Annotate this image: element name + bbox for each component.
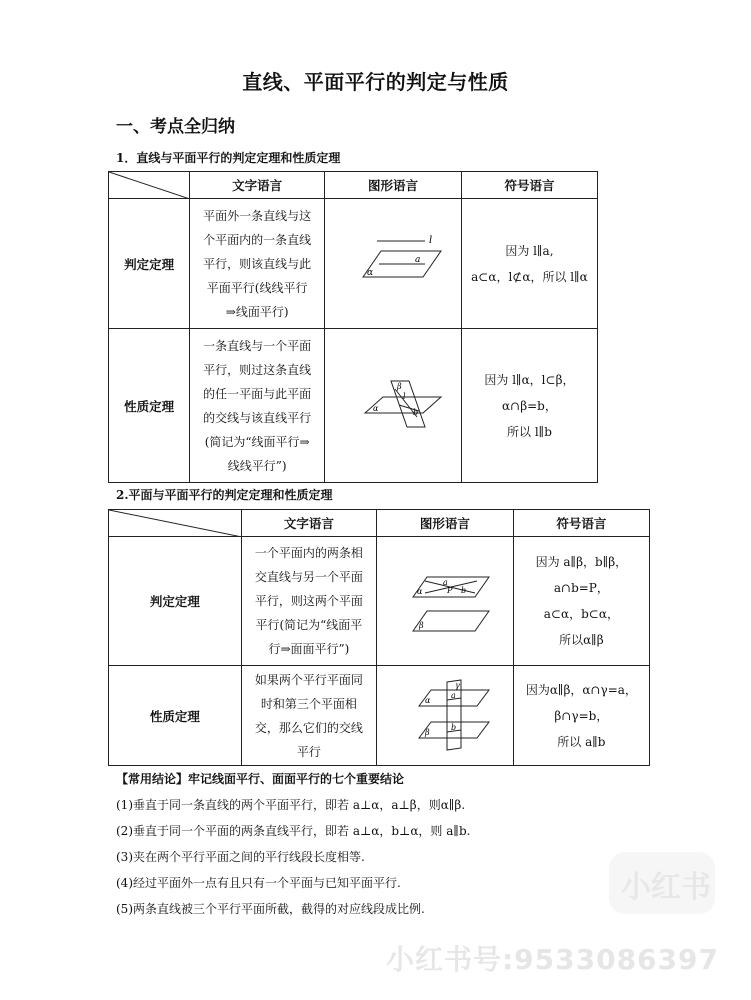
row-name: 性质定理 [109,329,190,483]
section-heading: 一、考点全归纳 [116,117,235,137]
row-name: 性质定理 [109,666,242,766]
svg-text:l: l [429,234,433,246]
svg-text:b: b [460,586,466,595]
corner-cell [109,510,242,537]
figure-cell [376,666,513,766]
plane-plane-parallel-figure [385,561,505,641]
watermark-logo: 小红书 [621,870,711,905]
svg-text:P: P [446,586,453,595]
header-figure-lang: 图形语言 [376,510,513,537]
table-line-plane [108,171,598,483]
watermark-id: 小红书号:9533086397 [385,943,719,976]
list-item: (4)经过平面外一点有且只有一个平面与已知平面平行. [116,876,401,890]
line-plane-parallel-figure [333,229,453,299]
svg-text:b: b [450,722,456,732]
table-plane-plane [108,509,650,766]
plane-plane-property-figure [385,676,505,756]
svg-text:a: a [415,254,421,265]
text-cell: 一条直线与一个平面 平行，则过这条直线 的任一平面与此平面 的交线与该直线平行 (简记为“线面平行⇒ 线线平行”) [190,329,325,483]
figure-cell [325,199,462,329]
header-symbol-lang: 符号语言 [461,172,597,199]
figure-cell [376,537,513,666]
svg-text:γ: γ [454,680,460,690]
list-item: (1)垂直于同一条直线的两个平面平行，即若 a⊥α，a⊥β，则α∥β. [116,798,466,812]
svg-text:a: a [442,578,448,587]
row-name: 判定定理 [109,537,242,666]
svg-text:b: b [413,407,419,417]
subheading-plane-plane: 2.平面与平面平行的判定定理和性质定理 [116,488,333,502]
text-cell: 如果两个平行平面同 时和第三个平面相 交，那么它们的交线 平行 [241,666,376,766]
svg-text:α: α [424,695,431,705]
symbol-cell: 因为 a∥β，b∥β， a∩b=P， a⊂α，b⊂α， 所以α∥β [513,537,649,666]
corner-cell [109,172,190,199]
svg-text:α: α [416,587,423,596]
header-figure-lang: 图形语言 [325,172,462,199]
svg-text:l: l [403,391,406,401]
page-title: 直线、平面平行的判定与性质 [242,70,509,94]
svg-text:β: β [397,381,402,391]
list-item: (3)夹在两个平行平面之间的平行线段长度相等. [116,850,365,864]
conclusions-list [116,792,470,922]
header-text-lang: 文字语言 [241,510,376,537]
subheading-line-plane: 1．直线与平面平行的判定定理和性质定理 [116,151,341,165]
header-symbol-lang: 符号语言 [513,510,649,537]
svg-text:α: α [373,403,379,413]
text-cell: 平面外一条直线与这 个平面内的一条直线 平行，则该直线与此 平面平行(线线平行 ⇒线面平行) [190,199,325,329]
svg-text:β: β [418,621,424,630]
list-item: (5)两条直线被三个平行平面所截，截得的对应线段成比例. [116,902,425,916]
line-plane-property-figure [333,371,453,441]
figure-cell [325,329,462,483]
svg-text:α: α [367,267,374,278]
header-text-lang: 文字语言 [190,172,325,199]
row-name: 判定定理 [109,199,190,329]
list-item: (2)垂直于同一个平面的两条直线平行，即若 a⊥α，b⊥α，则 a∥b. [116,824,471,838]
svg-text:a: a [450,690,456,700]
conclusions-heading: 【常用结论】牢记线面平行、面面平行的七个重要结论 [116,772,405,786]
symbol-cell: 因为 l∥α，l⊂β， α∩β=b， 所以 l∥b [461,329,597,483]
svg-text:β: β [424,727,430,737]
symbol-cell: 因为 l∥a, a⊂α，l⊄α，所以 l∥α [461,199,597,329]
text-cell: 一个平面内的两条相 交直线与另一个平面 平行，则这两个平面 平行(简记为“线面平 行⇒面面平行”) [241,537,376,666]
symbol-cell: 因为α∥β，α∩γ=a， β∩γ=b， 所以 a∥b [513,666,649,766]
